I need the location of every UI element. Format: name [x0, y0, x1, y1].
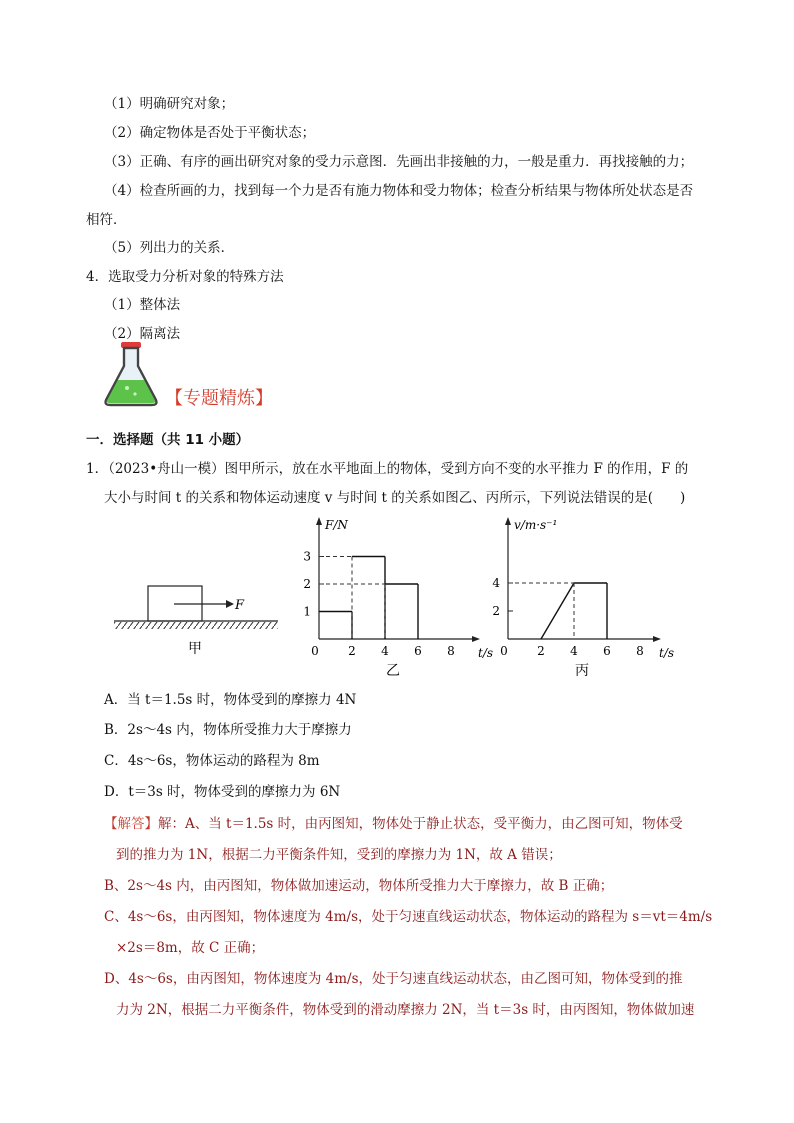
y-tick-label: 3 [303, 549, 311, 564]
x-tick-label: 8 [636, 644, 644, 658]
figure-a [112, 578, 282, 658]
step-5: （5）列出力的关系． [104, 240, 235, 256]
step-4-cont: 相符． [86, 212, 127, 228]
answer-line-6: D、4s～6s，由丙图知，物体速度为 4m/s，处于匀速直线运动状态，由乙图可知，物体受到的推 [104, 971, 683, 987]
option-c: C．4s～6s，物体运动的路程为 8m [104, 753, 320, 769]
step-3: （3）正确、有序的画出研究对象的受力示意图．先画出非接触的力，一般是重力．再找接触的力； [104, 154, 694, 170]
option-a: A．当 t＝1.5s 时，物体受到的摩擦力 4N [104, 692, 357, 708]
y-axis-label: v/m·s⁻¹ [514, 518, 558, 532]
chart-caption: 乙 [386, 663, 400, 679]
figure-a-caption: 甲 [188, 641, 202, 657]
x-tick-label: 2 [348, 644, 356, 658]
y-tick-label: 1 [303, 604, 311, 619]
force-label: F [235, 598, 245, 613]
step-2: （2）确定物体是否处于平衡状态； [104, 125, 316, 141]
x-tick-label: 6 [603, 644, 611, 658]
answer-line-1 [104, 815, 683, 833]
section-banner: 【专题精炼】 [165, 388, 273, 409]
x-tick-label: 0 [311, 644, 319, 658]
method-2: （2）隔离法 [104, 326, 181, 342]
x-axis-label: t/s [478, 646, 494, 660]
y-tick-label: 4 [492, 576, 500, 590]
x-tick-label: 8 [447, 644, 455, 658]
answer-text-1: 解：A、当 t＝1.5s 时，由丙图知，物体处于静止状态，受平衡力，由乙图可知，物体受 [158, 816, 683, 832]
option-d: D．t＝3s 时，物体受到的摩擦力为 6N [104, 784, 341, 800]
answer-line-2: 到的推力为 1N，根据二力平衡条件知，受到的摩擦力为 1N，故 A 错误； [116, 847, 562, 863]
y-tick-label: 2 [492, 604, 500, 618]
answer-line-5: ×2s＝8m，故 C 正确； [116, 940, 265, 956]
y-axis-label: F/N [325, 518, 348, 532]
method-heading: 4．选取受力分析对象的特殊方法 [86, 269, 284, 285]
flask-icon [102, 340, 162, 408]
method-1: （1）整体法 [104, 297, 181, 313]
x-tick-label: 4 [570, 644, 578, 658]
answer-line-4: C、4s～6s，由丙图知，物体速度为 4m/s，处于匀速直线运动状态，物体运动的路程为 s＝vt＝4m/s [104, 909, 713, 925]
x-tick-label: 6 [414, 644, 422, 658]
answer-tag: 【解答】 [104, 816, 158, 832]
question-line-1: 1．（2023•舟山一模）图甲所示，放在水平地面上的物体，受到方向不变的水平推力 F 的作用，F 的 [86, 461, 689, 477]
option-b: B．2s～4s 内，物体所受推力大于摩擦力 [104, 722, 352, 738]
section-heading: 一．选择题（共 11 小题） [86, 432, 250, 448]
chart-caption: 丙 [575, 663, 589, 679]
chart-force-time [300, 515, 494, 680]
x-tick-label: 2 [537, 644, 545, 658]
answer-line-3: B、2s～4s 内，由丙图知，物体做加速运动，物体所受推力大于摩擦力，故 B 正确； [104, 878, 614, 894]
chart-velocity-time [490, 515, 675, 680]
y-tick-label: 2 [303, 577, 311, 591]
x-tick-label: 0 [500, 644, 508, 658]
question-line-2: 大小与时间 t 的关系和物体运动速度 v 与时间 t 的关系如图乙、丙所示，下列说法错误的是( ) [104, 490, 686, 506]
answer-line-7: 力为 2N，根据二力平衡条件，物体受到的滑动摩擦力 2N，当 t＝3s 时，由丙图知，物体做加速 [116, 1002, 695, 1018]
step-4: （4）检查所画的力，找到每一个力是否有施力物体和受力物体；检查分析结果与物体所处状态是否 [104, 183, 694, 199]
x-tick-label: 4 [381, 644, 389, 658]
x-axis-label: t/s [659, 646, 675, 660]
step-1: （1）明确研究对象； [104, 96, 235, 112]
